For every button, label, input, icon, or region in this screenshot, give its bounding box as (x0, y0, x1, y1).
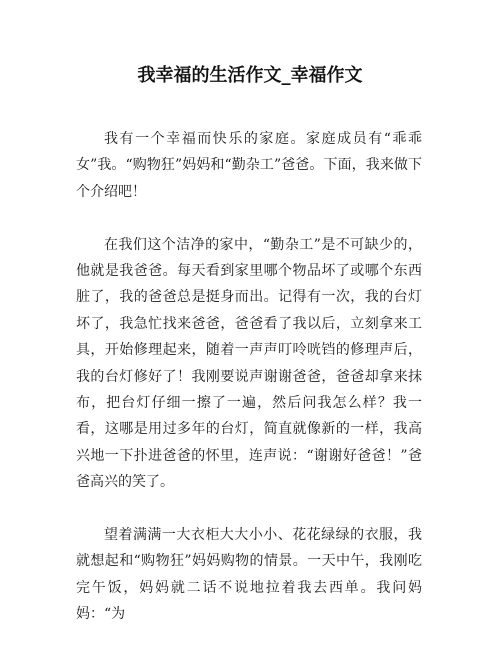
article-title: 我幸福的生活作文_幸福作文 (137, 65, 363, 86)
article-body (76, 126, 422, 654)
article-paragraph: 望着满满一大衣柜大大小小、花花绿绿的衣服，我就想起和“购物狂”妈妈购物的情景。一天中午，我刚吃完午饭，妈妈就二话不说地拉着我去西单。我问妈妈：“为 (76, 527, 422, 623)
article-paragraph: 在我们这个洁净的家中，“勤杂工”是不可缺少的，他就是我爸爸。每天看到家里哪个物品坏了或哪个东西脏了，我的爸爸总是挺身而出。记得有一次，我的台灯坏了，我急忙找来爸爸，爸爸看了我以后，立刻拿来工具，开始修理起来，随着一声声叮呤咣铛的修理声后，我的台灯修好了！我刚要说声谢谢爸爸，爸爸却拿来抹布，把台灯仔细一擦了一遍，然后问我怎么样？我一看，这哪是用过多年的台灯，简直就像新的一样，我高兴地一下扑进爸爸的怀里，连声说：“谢谢好爸爸！”爸爸高兴的笑了。 (76, 236, 422, 491)
article-paragraph: 我有一个幸福而快乐的家庭。家庭成员有“乖乖女”我。“购物狂”妈妈和“勤杂工”爸爸。下面，我来做下个介绍吧！ (76, 131, 422, 200)
